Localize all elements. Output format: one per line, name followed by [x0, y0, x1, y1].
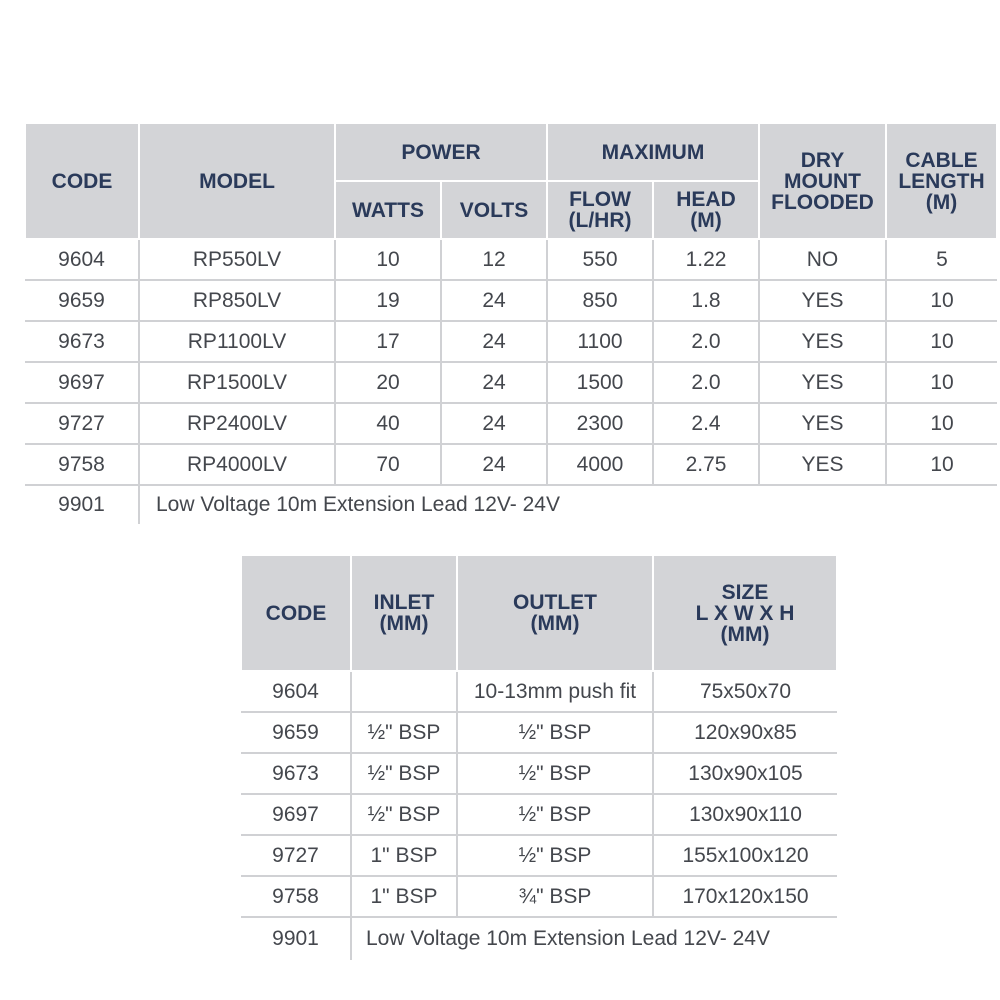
cell-watts: 19	[335, 280, 441, 321]
table-row	[241, 671, 837, 712]
cell-outlet: ½" BSP	[457, 712, 653, 753]
cell-dry: YES	[759, 362, 886, 403]
header-cable-line2: LENGTH	[898, 169, 985, 193]
cell-outlet: ½" BSP	[457, 753, 653, 794]
cell-inlet: ½" BSP	[351, 794, 457, 835]
cell-dry: YES	[759, 321, 886, 362]
cell-volts: 24	[441, 403, 547, 444]
cell-flow: 4000	[547, 444, 653, 485]
cell-size: 155x100x120	[653, 835, 837, 876]
cell-code: 9673	[241, 753, 351, 794]
cell-size: 130x90x105	[653, 753, 837, 794]
cell-outlet: ½" BSP	[457, 835, 653, 876]
cell-head: 1.8	[653, 280, 759, 321]
cell-dry: NO	[759, 239, 886, 280]
cell-cable: 10	[886, 403, 997, 444]
cell-code: 9697	[241, 794, 351, 835]
cell-dry: YES	[759, 403, 886, 444]
cell-dry: YES	[759, 444, 886, 485]
cell-code: 9604	[241, 671, 351, 712]
cell-head: 2.75	[653, 444, 759, 485]
header-outlet	[457, 555, 653, 671]
header-inlet-line1: INLET	[373, 591, 435, 614]
table-row	[25, 321, 997, 362]
note-code: 9901	[58, 493, 105, 516]
cell-model: RP2400LV	[139, 403, 335, 444]
cell-code: 9673	[25, 321, 139, 362]
cell-dry: YES	[759, 280, 886, 321]
cell-volts: 12	[441, 239, 547, 280]
header-outlet-line2: (MM)	[530, 612, 580, 635]
header-power: POWER	[335, 123, 547, 181]
header-dry-line1: DRY	[800, 148, 845, 172]
cell-inlet: ½" BSP	[351, 753, 457, 794]
cell-size: 170x120x150	[653, 876, 837, 917]
header-size-line2: L X W X H	[695, 601, 795, 625]
cell-head: 2.0	[653, 362, 759, 403]
cell-inlet: 1" BSP	[351, 835, 457, 876]
cell-inlet	[351, 671, 457, 712]
cell-model: RP1100LV	[139, 321, 335, 362]
table-row	[25, 444, 997, 485]
note-row	[25, 485, 997, 524]
header-inlet	[351, 555, 457, 671]
cell-inlet: ½" BSP	[351, 712, 457, 753]
table-row	[25, 239, 997, 280]
header-dry-mount-flooded	[759, 123, 886, 239]
cell-size: 130x90x110	[653, 794, 837, 835]
cell-volts: 24	[441, 280, 547, 321]
header-cable-line1: CABLE	[905, 148, 978, 172]
cell-watts: 70	[335, 444, 441, 485]
header-volts: VOLTS	[441, 181, 547, 239]
cell-volts: 24	[441, 321, 547, 362]
cell-code: 9758	[241, 876, 351, 917]
table-row	[241, 753, 837, 794]
cell-inlet: 1" BSP	[351, 876, 457, 917]
table-row	[25, 362, 997, 403]
cell-model: RP4000LV	[139, 444, 335, 485]
header-outlet-line1: OUTLET	[513, 591, 597, 614]
cell-model: RP850LV	[139, 280, 335, 321]
cell-flow: 1500	[547, 362, 653, 403]
table-row	[241, 835, 837, 876]
cell-code: 9727	[241, 835, 351, 876]
cell-head: 2.0	[653, 321, 759, 362]
header-dry-line2: MOUNT	[784, 169, 861, 193]
header-code: CODE	[25, 123, 139, 239]
cell-size: 120x90x85	[653, 712, 837, 753]
cell-outlet: ¾" BSP	[457, 876, 653, 917]
cell-outlet: 10-13mm push fit	[457, 671, 653, 712]
pump-spec-table	[24, 122, 998, 524]
cell-model: RP1500LV	[139, 362, 335, 403]
header-maximum: MAXIMUM	[547, 123, 759, 181]
header-head-line1: HEAD	[676, 188, 736, 211]
pump-dimension-table	[240, 554, 838, 960]
header-inlet-line2: (MM)	[379, 612, 429, 635]
header-flow	[547, 181, 653, 239]
cell-watts: 17	[335, 321, 441, 362]
cell-volts: 24	[441, 444, 547, 485]
cell-watts: 20	[335, 362, 441, 403]
cell-flow: 850	[547, 280, 653, 321]
header-flow-line1: FLOW	[569, 188, 631, 211]
note-text: Low Voltage 10m Extension Lead 12V- 24V	[351, 917, 837, 960]
cell-model: RP550LV	[139, 239, 335, 280]
header-size-line1: SIZE	[721, 580, 769, 604]
header-flow-line2: (L/HR)	[568, 209, 632, 232]
header-size	[653, 555, 837, 671]
cell-cable: 10	[886, 444, 997, 485]
cell-cable: 10	[886, 280, 997, 321]
cell-watts: 40	[335, 403, 441, 444]
note-row	[241, 917, 837, 960]
table-row	[25, 280, 997, 321]
cell-size: 75x50x70	[653, 671, 837, 712]
cell-flow: 2300	[547, 403, 653, 444]
cell-cable: 10	[886, 362, 997, 403]
cell-head: 2.4	[653, 403, 759, 444]
cell-flow: 1100	[547, 321, 653, 362]
header-cable-line3: (M)	[925, 190, 958, 214]
header-head-line2: (M)	[690, 209, 722, 232]
cell-code: 9659	[241, 712, 351, 753]
header-watts: WATTS	[335, 181, 441, 239]
table-row	[241, 876, 837, 917]
note-text: Low Voltage 10m Extension Lead 12V- 24V	[139, 485, 997, 524]
cell-code: 9604	[25, 239, 139, 280]
cell-code: 9697	[25, 362, 139, 403]
cell-cable: 10	[886, 321, 997, 362]
cell-cable: 5	[886, 239, 997, 280]
header-head	[653, 181, 759, 239]
table-row	[241, 794, 837, 835]
header-size-line3: (MM)	[720, 622, 770, 646]
table-row	[241, 712, 837, 753]
cell-outlet: ½" BSP	[457, 794, 653, 835]
header-code: CODE	[241, 555, 351, 671]
header-cable-length	[886, 123, 997, 239]
cell-code: 9758	[25, 444, 139, 485]
cell-head: 1.22	[653, 239, 759, 280]
header-model: MODEL	[139, 123, 335, 239]
cell-code: 9727	[25, 403, 139, 444]
cell-volts: 24	[441, 362, 547, 403]
table-row	[25, 403, 997, 444]
cell-code: 9659	[25, 280, 139, 321]
cell-flow: 550	[547, 239, 653, 280]
cell-watts: 10	[335, 239, 441, 280]
note-code: 9901	[272, 927, 319, 950]
header-dry-line3: FLOODED	[771, 190, 874, 214]
